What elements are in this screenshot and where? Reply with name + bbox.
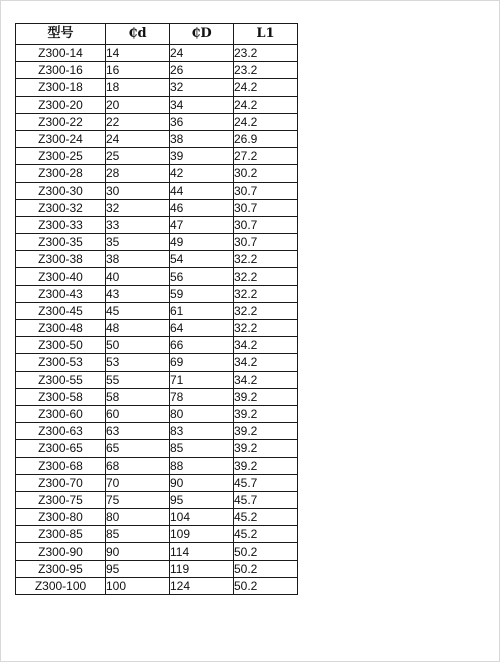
- length-cell: 32.2: [234, 302, 298, 319]
- length-cell: 24.2: [234, 79, 298, 96]
- outer-diameter-cell: 42: [170, 165, 234, 182]
- table-row: [16, 234, 298, 251]
- inner-diameter-cell: 14: [106, 45, 170, 62]
- outer-diameter-cell: 61: [170, 302, 234, 319]
- outer-diameter-cell: 69: [170, 354, 234, 371]
- inner-diameter-cell: 22: [106, 113, 170, 130]
- model-cell: Z300-65: [16, 440, 106, 457]
- inner-diameter-cell: 32: [106, 199, 170, 216]
- model-cell: Z300-32: [16, 199, 106, 216]
- length-cell: 50.2: [234, 560, 298, 577]
- length-cell: 23.2: [234, 62, 298, 79]
- length-cell: 30.7: [234, 182, 298, 199]
- table-row: [16, 491, 298, 508]
- table-row: [16, 216, 298, 233]
- inner-diameter-cell: 100: [106, 577, 170, 594]
- length-cell: 50.2: [234, 543, 298, 560]
- inner-diameter-cell: 20: [106, 96, 170, 113]
- inner-diameter-cell: 24: [106, 130, 170, 147]
- table-row: [16, 285, 298, 302]
- length-cell: 39.2: [234, 440, 298, 457]
- model-cell: Z300-14: [16, 45, 106, 62]
- outer-diameter-cell: 59: [170, 285, 234, 302]
- model-cell: Z300-43: [16, 285, 106, 302]
- table-row: [16, 113, 298, 130]
- table-row: [16, 423, 298, 440]
- outer-diameter-cell: 24: [170, 45, 234, 62]
- table-row: [16, 251, 298, 268]
- outer-diameter-cell: 34: [170, 96, 234, 113]
- outer-diameter-cell: 71: [170, 371, 234, 388]
- outer-diameter-cell: 47: [170, 216, 234, 233]
- model-cell: Z300-68: [16, 457, 106, 474]
- inner-diameter-cell: 50: [106, 337, 170, 354]
- length-cell: 23.2: [234, 45, 298, 62]
- inner-diameter-cell: 85: [106, 526, 170, 543]
- model-cell: Z300-38: [16, 251, 106, 268]
- header-model: 型号: [16, 24, 106, 45]
- inner-diameter-cell: 55: [106, 371, 170, 388]
- length-cell: 34.2: [234, 337, 298, 354]
- length-cell: 26.9: [234, 130, 298, 147]
- table-row: [16, 440, 298, 457]
- inner-diameter-cell: 80: [106, 509, 170, 526]
- inner-diameter-cell: 38: [106, 251, 170, 268]
- length-cell: 30.7: [234, 199, 298, 216]
- inner-diameter-cell: 63: [106, 423, 170, 440]
- length-cell: 32.2: [234, 285, 298, 302]
- table-row: [16, 165, 298, 182]
- outer-diameter-cell: 109: [170, 526, 234, 543]
- inner-diameter-cell: 18: [106, 79, 170, 96]
- header-length: L1: [234, 24, 298, 45]
- outer-diameter-cell: 26: [170, 62, 234, 79]
- header-outer-diameter: ₵D: [170, 24, 234, 45]
- model-cell: Z300-100: [16, 577, 106, 594]
- length-cell: 32.2: [234, 268, 298, 285]
- outer-diameter-cell: 56: [170, 268, 234, 285]
- inner-diameter-cell: 16: [106, 62, 170, 79]
- model-cell: Z300-60: [16, 405, 106, 422]
- length-cell: 27.2: [234, 148, 298, 165]
- outer-diameter-cell: 32: [170, 79, 234, 96]
- model-cell: Z300-95: [16, 560, 106, 577]
- length-cell: 34.2: [234, 371, 298, 388]
- inner-diameter-cell: 70: [106, 474, 170, 491]
- outer-diameter-cell: 36: [170, 113, 234, 130]
- inner-diameter-cell: 25: [106, 148, 170, 165]
- table-body: [16, 45, 298, 595]
- header-row: [16, 24, 298, 45]
- length-cell: 45.7: [234, 474, 298, 491]
- model-cell: Z300-48: [16, 320, 106, 337]
- length-cell: 45.2: [234, 509, 298, 526]
- table-row: [16, 130, 298, 147]
- outer-diameter-cell: 38: [170, 130, 234, 147]
- outer-diameter-cell: 66: [170, 337, 234, 354]
- outer-diameter-cell: 104: [170, 509, 234, 526]
- inner-diameter-cell: 68: [106, 457, 170, 474]
- model-cell: Z300-22: [16, 113, 106, 130]
- inner-diameter-cell: 45: [106, 302, 170, 319]
- table-row: [16, 509, 298, 526]
- table-row: [16, 388, 298, 405]
- model-cell: Z300-50: [16, 337, 106, 354]
- length-cell: 34.2: [234, 354, 298, 371]
- model-cell: Z300-35: [16, 234, 106, 251]
- table-row: [16, 79, 298, 96]
- outer-diameter-cell: 64: [170, 320, 234, 337]
- inner-diameter-cell: 75: [106, 491, 170, 508]
- outer-diameter-cell: 124: [170, 577, 234, 594]
- table-row: [16, 268, 298, 285]
- model-cell: Z300-75: [16, 491, 106, 508]
- outer-diameter-cell: 88: [170, 457, 234, 474]
- table-row: [16, 354, 298, 371]
- table-row: [16, 474, 298, 491]
- outer-diameter-cell: 90: [170, 474, 234, 491]
- table-row: [16, 337, 298, 354]
- model-cell: Z300-28: [16, 165, 106, 182]
- model-cell: Z300-53: [16, 354, 106, 371]
- inner-diameter-cell: 35: [106, 234, 170, 251]
- inner-diameter-cell: 33: [106, 216, 170, 233]
- model-cell: Z300-55: [16, 371, 106, 388]
- model-cell: Z300-33: [16, 216, 106, 233]
- length-cell: 30.2: [234, 165, 298, 182]
- outer-diameter-cell: 49: [170, 234, 234, 251]
- length-cell: 45.2: [234, 526, 298, 543]
- model-cell: Z300-58: [16, 388, 106, 405]
- table-row: [16, 405, 298, 422]
- outer-diameter-cell: 80: [170, 405, 234, 422]
- length-cell: 39.2: [234, 423, 298, 440]
- length-cell: 32.2: [234, 320, 298, 337]
- length-cell: 45.7: [234, 491, 298, 508]
- table-row: [16, 543, 298, 560]
- table-row: [16, 45, 298, 62]
- table-row: [16, 457, 298, 474]
- table-row: [16, 96, 298, 113]
- outer-diameter-cell: 78: [170, 388, 234, 405]
- outer-diameter-cell: 114: [170, 543, 234, 560]
- model-cell: Z300-80: [16, 509, 106, 526]
- model-cell: Z300-70: [16, 474, 106, 491]
- table-row: [16, 320, 298, 337]
- model-cell: Z300-24: [16, 130, 106, 147]
- model-cell: Z300-25: [16, 148, 106, 165]
- inner-diameter-cell: 90: [106, 543, 170, 560]
- model-cell: Z300-85: [16, 526, 106, 543]
- inner-diameter-cell: 95: [106, 560, 170, 577]
- model-cell: Z300-20: [16, 96, 106, 113]
- model-cell: Z300-63: [16, 423, 106, 440]
- outer-diameter-cell: 46: [170, 199, 234, 216]
- outer-diameter-cell: 44: [170, 182, 234, 199]
- table-row: [16, 302, 298, 319]
- model-cell: Z300-30: [16, 182, 106, 199]
- inner-diameter-cell: 40: [106, 268, 170, 285]
- outer-diameter-cell: 85: [170, 440, 234, 457]
- table-row: [16, 577, 298, 594]
- table-row: [16, 182, 298, 199]
- table-row: [16, 62, 298, 79]
- length-cell: 30.7: [234, 234, 298, 251]
- table-row: [16, 199, 298, 216]
- spec-table: [15, 23, 298, 595]
- inner-diameter-cell: 58: [106, 388, 170, 405]
- model-cell: Z300-18: [16, 79, 106, 96]
- outer-diameter-cell: 95: [170, 491, 234, 508]
- inner-diameter-cell: 53: [106, 354, 170, 371]
- inner-diameter-cell: 60: [106, 405, 170, 422]
- table-header: [16, 24, 298, 45]
- inner-diameter-cell: 65: [106, 440, 170, 457]
- length-cell: 24.2: [234, 113, 298, 130]
- outer-diameter-cell: 119: [170, 560, 234, 577]
- length-cell: 39.2: [234, 457, 298, 474]
- table-row: [16, 560, 298, 577]
- length-cell: 24.2: [234, 96, 298, 113]
- inner-diameter-cell: 48: [106, 320, 170, 337]
- table-row: [16, 148, 298, 165]
- outer-diameter-cell: 54: [170, 251, 234, 268]
- model-cell: Z300-40: [16, 268, 106, 285]
- model-cell: Z300-45: [16, 302, 106, 319]
- outer-diameter-cell: 39: [170, 148, 234, 165]
- length-cell: 32.2: [234, 251, 298, 268]
- model-cell: Z300-90: [16, 543, 106, 560]
- inner-diameter-cell: 28: [106, 165, 170, 182]
- table-row: [16, 526, 298, 543]
- inner-diameter-cell: 30: [106, 182, 170, 199]
- header-inner-diameter: ₵d: [106, 24, 170, 45]
- length-cell: 50.2: [234, 577, 298, 594]
- outer-diameter-cell: 83: [170, 423, 234, 440]
- length-cell: 30.7: [234, 216, 298, 233]
- model-cell: Z300-16: [16, 62, 106, 79]
- inner-diameter-cell: 43: [106, 285, 170, 302]
- table-row: [16, 371, 298, 388]
- length-cell: 39.2: [234, 388, 298, 405]
- length-cell: 39.2: [234, 405, 298, 422]
